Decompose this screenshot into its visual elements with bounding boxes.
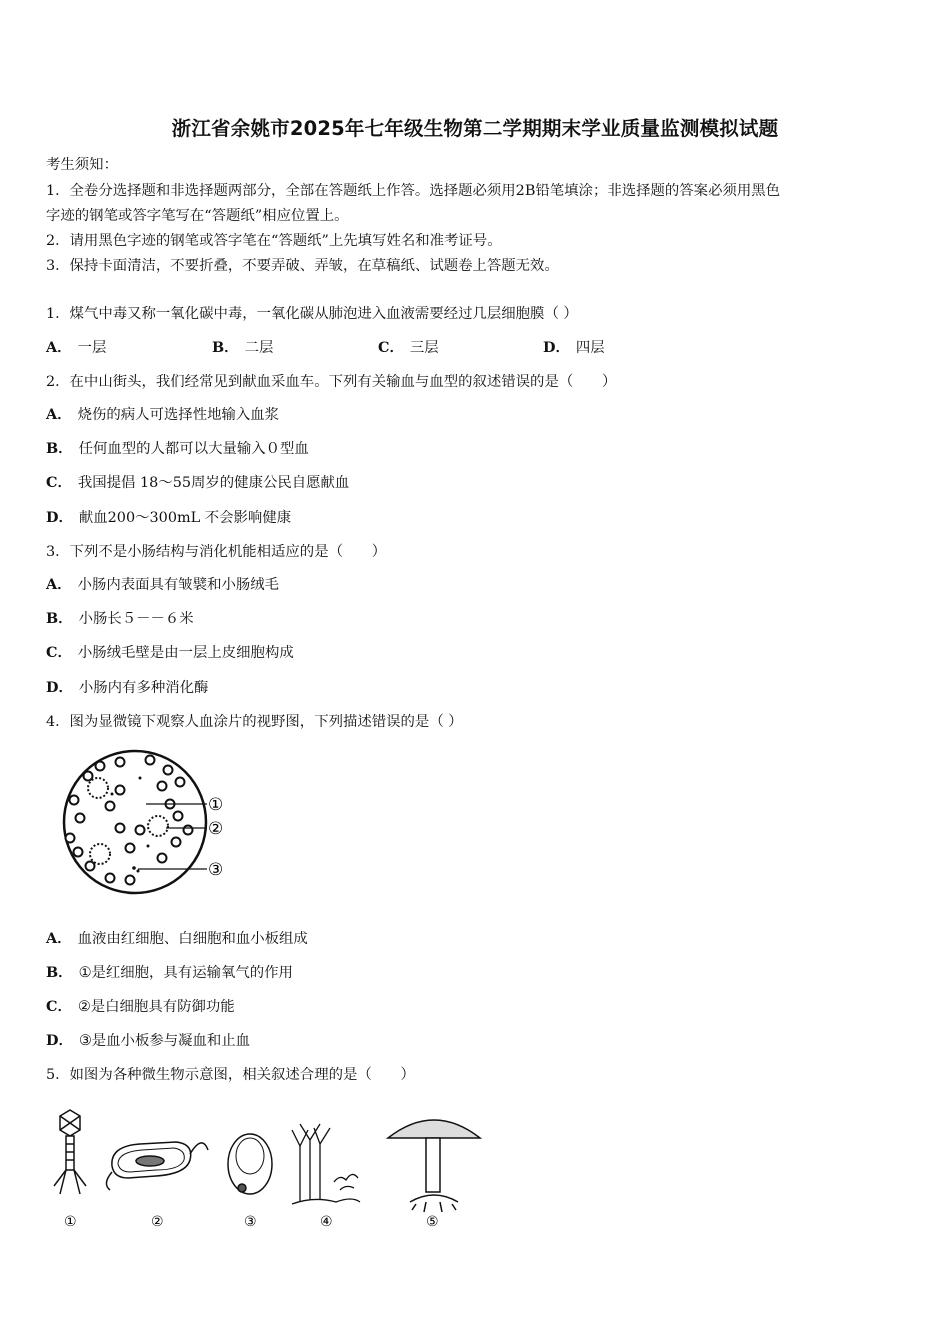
- option-label: B．: [46, 610, 73, 627]
- question-2-stem: 2．在中山街头，我们经常见到献血采血车。下列有关输血与血型的叙述错误的是（ ）: [46, 374, 617, 390]
- option-label: C．: [46, 998, 72, 1015]
- q4-option-c[interactable]: [46, 995, 235, 1016]
- option-label: D．: [46, 509, 73, 526]
- q4-option-b[interactable]: [46, 961, 293, 982]
- option-label: B．: [46, 440, 73, 457]
- option-text: ③是血小板参与凝血和止血: [78, 1033, 251, 1049]
- option-text: ②是白细胞具有防御功能: [77, 999, 235, 1015]
- option-text: 二层: [244, 340, 274, 356]
- option-text: 小肠内有多种消化酶: [78, 680, 209, 696]
- q3-option-d[interactable]: [46, 676, 208, 697]
- microbe-label-5: ⑤: [426, 1214, 439, 1230]
- q3-option-c[interactable]: [46, 641, 294, 662]
- option-text: 我国提倡 18～55周岁的健康公民自愿献血: [77, 475, 350, 491]
- option-label: C．: [46, 474, 72, 491]
- option-label: D．: [543, 339, 570, 356]
- bacterium-illustration: [106, 1142, 208, 1190]
- q1-option-b[interactable]: [212, 336, 273, 357]
- virus-illustration: [54, 1110, 86, 1194]
- q3-option-b[interactable]: [46, 607, 194, 628]
- exam-title: 浙江省余姚市2025年七年级生物第二学期期末学业质量监测模拟试题: [171, 117, 779, 140]
- q4-option-d[interactable]: [46, 1029, 250, 1050]
- question-5-stem: 5．如图为各种微生物示意图，相关叙述合理的是（ ）: [46, 1067, 415, 1083]
- option-text: 一层: [77, 340, 107, 356]
- microbe-label-3: ③: [244, 1214, 257, 1230]
- blood-smear-figure: [50, 748, 240, 898]
- option-text: 小肠绒毛壁是由一层上皮细胞构成: [77, 645, 294, 661]
- option-label: A．: [46, 406, 72, 423]
- q2-option-d[interactable]: [46, 506, 291, 527]
- q1-option-a[interactable]: [46, 336, 106, 357]
- q4-option-a[interactable]: [46, 927, 308, 948]
- option-text: 小肠内表面具有皱襞和小肠绒毛: [77, 577, 280, 593]
- microbe-label-2: ②: [151, 1214, 164, 1230]
- option-label: D．: [46, 1032, 73, 1049]
- q1-option-d[interactable]: [543, 336, 605, 357]
- option-label: C．: [378, 339, 404, 356]
- option-label: A．: [46, 930, 72, 947]
- notice-heading: 考生须知：: [46, 157, 118, 173]
- option-text: 三层: [409, 340, 439, 356]
- microorganisms-figure: [44, 1104, 494, 1232]
- q1-option-c[interactable]: [378, 336, 439, 357]
- yeast-illustration: [228, 1134, 272, 1194]
- option-label: A．: [46, 339, 72, 356]
- figure-label-1: ①: [208, 795, 224, 815]
- microbe-label-1: ①: [64, 1214, 77, 1230]
- notice-item: 1．全卷分选择题和非选择题两部分，全部在答题纸上作答。选择题必须用2B铅笔填涂；非选择题的答案必须用黑色: [46, 183, 781, 199]
- option-label: C．: [46, 644, 72, 661]
- q3-option-a[interactable]: [46, 573, 279, 594]
- option-text: ①是红细胞，具有运输氧气的作用: [78, 965, 293, 981]
- option-text: 四层: [575, 340, 605, 356]
- option-text: 献血200～300mL 不会影响健康: [78, 510, 292, 526]
- question-4-stem: 4．图为显微镜下观察人血涂片的视野图，下列描述错误的是（ ）: [46, 714, 463, 730]
- q2-option-c[interactable]: [46, 471, 349, 492]
- option-label: D．: [46, 679, 73, 696]
- question-1-stem: 1．煤气中毒又称一氧化碳中毒，一氧化碳从肺泡进入血液需要经过几层细胞膜（ ）: [46, 306, 578, 322]
- figure-label-2: ②: [208, 819, 224, 839]
- option-label: B．: [212, 339, 239, 356]
- q2-option-b[interactable]: [46, 437, 309, 458]
- option-label: B．: [46, 964, 73, 981]
- notice-item: 3．保持卡面清洁，不要折叠，不要弄破、弄皱，在草稿纸、试题卷上答题无效。: [46, 258, 559, 274]
- option-text: 烧伤的病人可选择性地输入血浆: [77, 407, 280, 423]
- mold-illustration: [292, 1124, 360, 1204]
- mushroom-illustration: [388, 1120, 480, 1212]
- option-label: A．: [46, 576, 72, 593]
- option-text: 小肠长５－－６米: [78, 611, 194, 627]
- microbe-label-4: ④: [320, 1214, 333, 1230]
- q2-option-a[interactable]: [46, 403, 279, 424]
- question-3-stem: 3．下列不是小肠结构与消化机能相适应的是（ ）: [46, 544, 387, 560]
- notice-item: 2．请用黑色字迹的钢笔或答字笔在“答题纸”上先填写姓名和准考证号。: [46, 233, 502, 249]
- notice-item: 字迹的钢笔或答字笔写在“答题纸”相应位置上。: [46, 208, 349, 224]
- figure-label-3: ③: [208, 860, 224, 880]
- option-text: 血液由红细胞、白细胞和血小板组成: [77, 931, 308, 947]
- option-text: 任何血型的人都可以大量输入０型血: [78, 441, 309, 457]
